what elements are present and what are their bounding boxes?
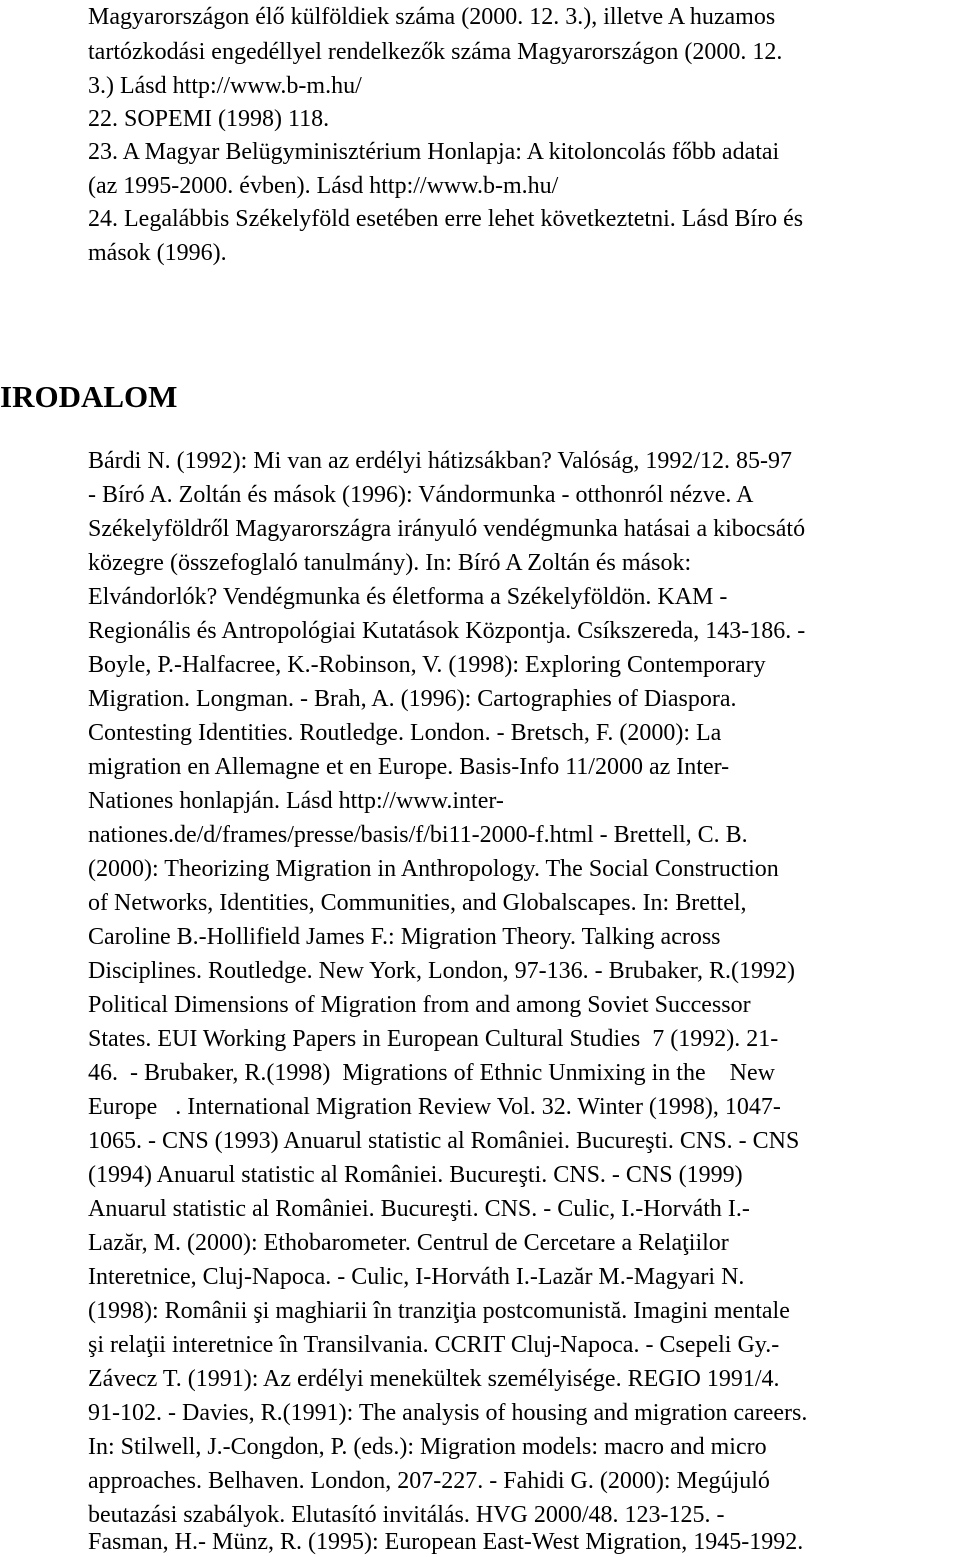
footnote-line: 23. A Magyar Belügyminisztérium Honlapja: A kitoloncolás főbb adatai <box>88 139 780 165</box>
reference-line: migration en Allemagne et en Europe. Basis-Info 11/2000 az Inter- <box>88 754 730 780</box>
reference-line: közegre (összefoglaló tanulmány). In: Bíró A Zoltán és mások: <box>88 550 692 576</box>
reference-line: of Networks, Identities, Communities, and Globalscapes. In: Brettel, <box>88 890 747 916</box>
reference-line: approaches. Belhaven. London, 207-227. - Fahidi G. (2000): Megújuló <box>88 1468 770 1494</box>
footnote-line: tartózkodási engedéllyel rendelkezők száma Magyarországon (2000. 12. <box>88 39 783 65</box>
reference-line: Regionális és Antropológiai Kutatások Központja. Csíkszereda, 143-186. - <box>88 618 806 644</box>
section-heading: IRODALOM <box>0 379 178 414</box>
reference-line: States. EUI Working Papers in European Cultural Studies 7 (1992). 21- <box>88 1026 779 1052</box>
reference-line: nationes.de/d/frames/presse/basis/f/bi11-2000-f.html - Brettell, C. B. <box>88 822 748 848</box>
reference-line: beutazási szabályok. Elutasító invitálás. HVG 2000/48. 123-125. - <box>88 1502 725 1528</box>
reference-line: Elvándorlók? Vendégmunka és életforma a Székelyföldön. KAM - <box>88 584 728 610</box>
reference-line: Caroline B.-Hollifield James F.: Migration Theory. Talking across <box>88 924 721 950</box>
reference-line: Nationes honlapján. Lásd http://www.inter- <box>88 788 504 814</box>
reference-line: 46. - Brubaker, R.(1998) Migrations of Ethnic Unmixing in the New <box>88 1060 775 1086</box>
reference-line: şi relaţii interetnice în Transilvania. CCRIT Cluj-Napoca. - Csepeli Gy.- <box>88 1332 780 1358</box>
reference-line: (2000): Theorizing Migration in Anthropology. The Social Construction <box>88 856 779 882</box>
reference-line: Europe . International Migration Review Vol. 32. Winter (1998), 1047- <box>88 1094 781 1120</box>
reference-line: Székelyföldről Magyarországra irányuló vendégmunka hatásai a kibocsátó <box>88 516 806 542</box>
reference-line: 91-102. - Davies, R.(1991): The analysis of housing and migration careers. <box>88 1400 808 1426</box>
reference-line: (1998): Românii şi maghiarii în tranziţia postcomunistă. Imagini mentale <box>88 1298 790 1324</box>
reference-line: Interetnice, Cluj-Napoca. - Culic, I-Horváth I.-Lazăr M.-Magyari N. <box>88 1264 745 1290</box>
reference-line: Lazăr, M. (2000): Ethobarometer. Centrul de Cercetare a Relaţiilor <box>88 1230 729 1256</box>
footnote-line: 3.) Lásd http://www.b-m.hu/ <box>88 73 362 99</box>
reference-line: Bárdi N. (1992): Mi van az erdélyi hátizsákban? Valóság, 1992/12. 85-97 <box>88 448 793 474</box>
reference-line: Contesting Identities. Routledge. London. - Bretsch, F. (2000): La <box>88 720 722 746</box>
reference-line: Boyle, P.-Halfacree, K.-Robinson, V. (1998): Exploring Contemporary <box>88 652 766 678</box>
reference-line: In: Stilwell, J.-Congdon, P. (eds.): Migration models: macro and micro <box>88 1434 767 1460</box>
reference-line: (1994) Anuarul statistic al României. Bucureşti. CNS. - CNS (1999) <box>88 1162 743 1188</box>
footnote-line: 22. SOPEMI (1998) 118. <box>88 106 330 132</box>
footnote-line: 24. Legalábbis Székelyföld esetében erre lehet következtetni. Lásd Bíro és <box>88 206 804 232</box>
reference-line: Fasman, H.- Münz, R. (1995): European East-West Migration, 1945-1992. <box>88 1529 804 1555</box>
footnote-line: (az 1995-2000. évben). Lásd http://www.b-m.hu/ <box>88 173 559 199</box>
reference-line: Political Dimensions of Migration from and among Soviet Successor <box>88 992 751 1018</box>
footnote-line: Magyarországon élő külföldiek száma (2000. 12. 3.), illetve A huzamos <box>88 4 776 30</box>
footnote-line: mások (1996). <box>88 240 227 266</box>
reference-line: Závecz T. (1991): Az erdélyi menekültek személyisége. REGIO 1991/4. <box>88 1366 780 1392</box>
reference-line: 1065. - CNS (1993) Anuarul statistic al României. Bucureşti. CNS. - CNS <box>88 1128 800 1154</box>
reference-line: - Bíró A. Zoltán és mások (1996): Vándormunka - otthonról nézve. A <box>88 482 754 508</box>
reference-line: Anuarul statistic al României. Bucureşti. CNS. - Culic, I.-Horváth I.- <box>88 1196 750 1222</box>
reference-line: Migration. Longman. - Brah, A. (1996): Cartographies of Diaspora. <box>88 686 737 712</box>
reference-line: Disciplines. Routledge. New York, London, 97-136. - Brubaker, R.(1992) <box>88 958 795 984</box>
